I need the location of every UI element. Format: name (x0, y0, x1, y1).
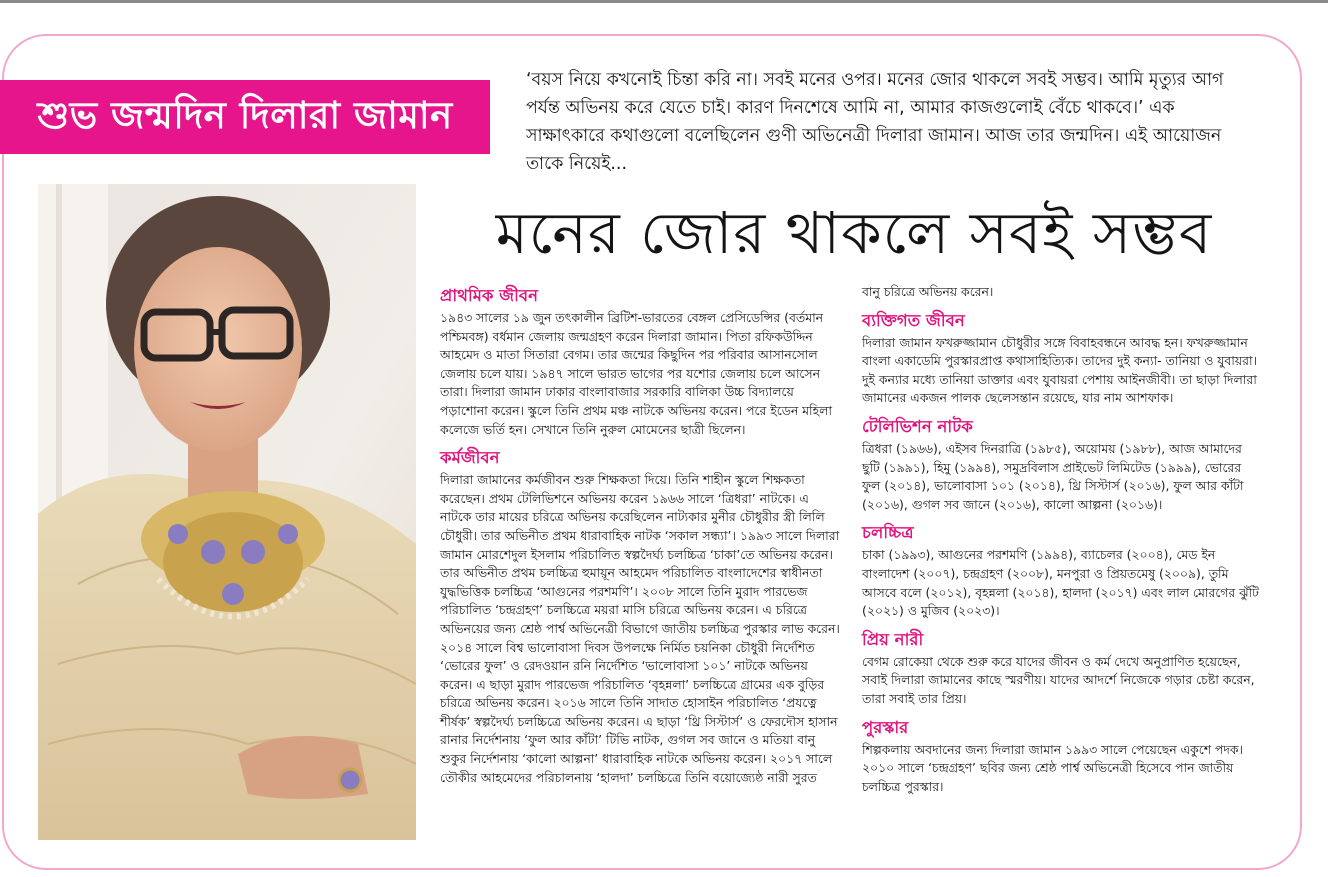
right-column (862, 283, 1262, 796)
section-title-early-life: প্রাথমিক জীবন (440, 286, 539, 305)
section-text-early-life: ১৯৪৩ সালের ১৯ জুন তৎকালীন ব্রিটিশ-ভারতের বেঙ্গল প্রেসিডেন্সির (বর্তমান পশ্চিমবঙ্গ) বর্ধমান জেলায় জন্মগ্রহণ করেন দিলারা জামান। পিতা রফিকউদ্দিন আহমেদ ও মাতা সিতারা বেগম। তার জন্মের কিছুদিন পর পরিবার আসানসোল জেলায় চলে যায়। ১৯৪৭ সালে ভারত ভাগের পর যশোর জেলায় চলে আসেন তারা। দিলারা জামান ঢাকার বাংলাবাজার সরকারি বালিকা উচ্চ বিদ্যালয়ে পড়াশোনা করেন। স্কুলে তিনি প্রথম মঞ্চ নাটকে অভিনয় করেন। পরে ইডেন মহিলা কলেজে ভর্তি হন। সেখানে তিনি নুরুল মোমেনের ছাত্রী ছিলেন। (440, 310, 832, 437)
section-text-favorite-women: বেগম রোকেয়া থেকে শুরু করে যাদের জীবন ও কর্ম দেখে অনুপ্রাণিত হয়েছেন, সবাই দিলারা জামানের কাছে স্মরণীয়। যাদের আদর্শে নিজেকে গড়ার চেষ্টা করেন, তারা সবাই তার প্রিয়। (862, 653, 1255, 706)
section-title-awards: পুরস্কার (862, 717, 909, 737)
section-title-personal: ব্যক্তিগত জীবন (862, 310, 965, 330)
section-text-career: দিলারা জামানের কর্মজীবন শুরু শিক্ষকতা দিয়ে। তিনি শাহীন স্কুলে শিক্ষকতা করেছেন। প্রথম টেলিভিশনে অভিনয় করেন ১৯৬৬ সালে ‘ত্রিধরা’ নাটকে। এ নাটকে তার মায়ের চরিত্রে অভিনয় করেছিলেন নাট্যকার মুনীর চৌধুরীর স্ত্রী লিলি চৌধুরী। তার অভিনীত প্রথম ধারাবাহিক নাটক ‘সকাল সন্ধ্যা’। ১৯৯৩ সালে দিলারা জামান মোরশেদুল ইসলাম পরিচালিত স্বল্পদৈর্ঘ্য চলচ্চিত্র ‘চাকা’তে অভিনয় করেন। তার অভিনীত প্রথম চলচ্চিত্র হুমায়ূন আহমেদ পরিচালিত বাংলাদেশের স্বাধীনতা যুদ্ধভিত্তিক চলচ্চিত্র ‘আগুনের পরশমণি’। ২০০৮ সালে তিনি মুরাদ পারভেজ পরিচালিত ‘চন্দ্রগ্রহণ’ চলচ্চিত্রে ময়রা মাসি চরিত্রে অভিনয় করেন। এ চরিত্রে অভিনয়ের জন্য শ্রেষ্ঠ পার্শ্ব অভিনেত্রী বিভাগে জাতীয় চলচ্চিত্র পুরস্কার লাভ করেন। ২০১৪ সালে বিশ্ব ভালোবাসা দিবস উপলক্ষে নির্মিত চয়নিকা চৌধুরী নির্দেশিত ‘ভোরের ফুল’ ও রেদওয়ান রনি নির্দেশিত ‘ভালোবাসা ১০১’ নাটকে অভিনয় করেন। এ ছাড়া মুরাদ পারভেজ পরিচালিত ‘বৃহন্নলা’ চলচ্চিত্রে গ্রামের এক বুড়ির চরিত্রে অভিনয় করেন। ২০১৬ সালে তিনি সাদাত হোসাইন পরিচালিত ‘প্রযত্নে শীর্ষক’ স্বল্পদৈর্ঘ্য চলচ্চিত্রে অভিনয় করেন। এ ছাড়া ‘থ্রি সিস্টার্স’ ও ফেরদৌস হাসান রানার নির্দেশনায় ‘ফুল আর কাঁটা’ টিভি নাটক, গুগল সব জানে ও মতিয়া বানু শুকুর নির্দেশনায় ‘কালো আল্পনা’ ধারাবাহিক নাটকে অভিনয় করেন। ২০১৭ সালে তৌকীর আহমেদের পরিচালনায় ‘হালদা’ চলচ্চিত্রে তিনি বয়োজ্যেষ্ঠ নারী সুরত (440, 472, 840, 785)
section-title-tv: টেলিভিশন নাটক (862, 416, 973, 436)
section-text-tv: ত্রিধরা (১৯৬৬), এইসব দিনরাত্রি (১৯৮৫), অয়োময় (১৯৮৮), আজ আমাদের ছুটি (১৯৯১), হিমু (১৯৯৪), সমুদ্রবিলাস প্রাইভেট লিমিটেড (১৯৯৯), ভোরের ফুল (২০১৪), ভালোবাসা ১০১ (২০১৪), থ্রি সিস্টার্স (২০১৬), ফুল আর কাঁটা (২০১৬), গুগল সব জানে (২০১৬), কালো আল্পনা (২০১৬)। (862, 440, 1244, 512)
portrait-photo-illustration (38, 184, 416, 840)
section-text-career-continued: বানু চরিত্রে অভিনয় করেন। (862, 284, 994, 299)
section-title-career: কর্মজীবন (440, 448, 500, 468)
section-text-personal: দিলারা জামান ফখরুজ্জামান চৌধুরীর সঙ্গে বিবাহবন্ধনে আবদ্ধ হন। ফখরুজ্জামান বাংলা একাডেমি পুরস্কারপ্রাপ্ত কথাসাহিত্যিক। তাদের দুই কন্যা- তানিয়া ও যুবায়রা। দুই কন্যার মধ্যে তানিয়া ডাক্তার এবং যুবায়রা পেশায় আইনজীবী। তা ছাড়া দিলারা জামানের একজন পালক ছেলেসন্তান রয়েছে, যার নাম আশফাক। (862, 334, 1258, 406)
birthday-banner (0, 80, 490, 154)
section-title-films: চলচ্চিত্র (862, 523, 914, 543)
intro-quote: ‘বয়স নিয়ে কখনোই চিন্তা করি না। সবই মনের ওপর। মনের জোর থাকলে সবই সম্ভব। আমি মৃত্যুর আগ পর্যন্ত অভিনয় করে যেতে চাই। কারণ দিনশেষে আমি না, আমার কাজগুলোই বেঁচে থাকবে।’ এক সাক্ষাৎকারে কথাগুলো বলেছিলেন গুণী অভিনেত্রী দিলারা জামান। আজ তার জন্মদিন। এই আয়োজন তাকে নিয়েই... (526, 70, 1224, 174)
headline: মনের জোর থাকলে সবই সম্ভব (495, 199, 1213, 267)
portrait-photo (38, 184, 416, 840)
section-title-favorite-women: প্রিয় নারী (862, 629, 924, 649)
banner-title: শুভ জন্মদিন দিলারা জামান (37, 93, 453, 137)
top-rule (0, 0, 1328, 3)
section-text-films: চাকা (১৯৯৩), আগুনের পরশমণি (১৯৯৪), ব্যাচেলর (২০০৪), মেড ইন বাংলাদেশ (২০০৭), চন্দ্রগ্রহণ (২০০৮), মনপুরা ও প্রিয়তমেষু (২০০৯), তুমি আসবে বলে (২০১২), বৃহন্নলা (২০১৪), হালদা (২০১৭) এবং লাল মোরগের ঝুঁটি (২০২১) ও মুজিব (২০২৩)। (862, 547, 1259, 619)
section-text-awards: শিল্পকলায় অবদানের জন্য দিলারা জামান ১৯৯৩ সালে পেয়েছেন একুশে পদক। ২০১০ সালে ‘চন্দ্রগ্রহণ’ ছবির জন্য শ্রেষ্ঠ পার্শ্ব অভিনেত্রী হিসেবে পান জাতীয় চলচ্চিত্র পুরস্কার। (862, 741, 1243, 794)
left-column (440, 283, 840, 787)
